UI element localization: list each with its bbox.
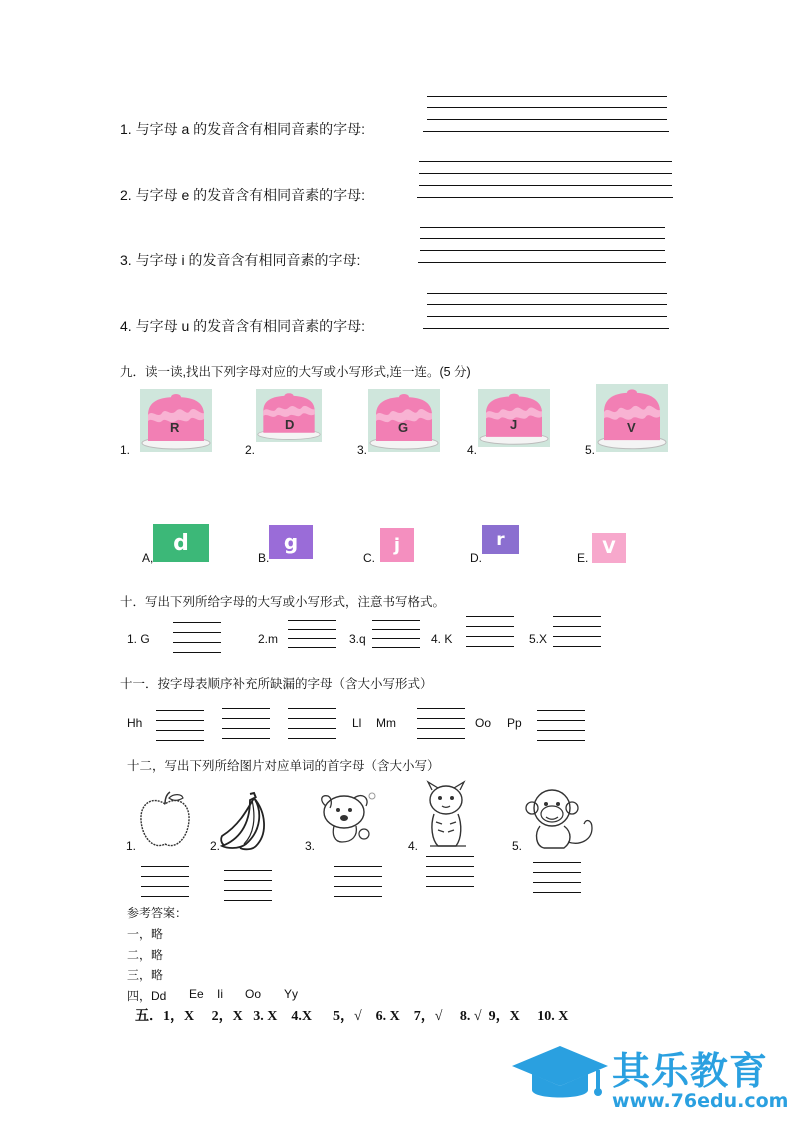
guide-line bbox=[426, 886, 474, 887]
guide-line bbox=[533, 892, 581, 893]
guide-line bbox=[173, 622, 221, 623]
tiger-icon bbox=[418, 780, 476, 852]
guide-line bbox=[288, 728, 336, 729]
answer-four-item: Ii bbox=[217, 987, 223, 1001]
cake-icon bbox=[256, 389, 322, 442]
answer-four-item: Ee bbox=[189, 987, 204, 1001]
guide-line bbox=[466, 636, 514, 637]
guide-line bbox=[426, 866, 474, 867]
guide-line bbox=[288, 620, 336, 621]
guide-line bbox=[423, 131, 669, 132]
guide-line bbox=[427, 107, 667, 108]
guide-line bbox=[173, 642, 221, 643]
dog-icon bbox=[318, 790, 380, 848]
guide-line bbox=[224, 890, 272, 891]
monkey-icon bbox=[524, 786, 598, 852]
answer-four-item: Yy bbox=[284, 987, 299, 1001]
card-label: D. bbox=[470, 551, 482, 565]
guide-line bbox=[419, 173, 672, 174]
banana-icon bbox=[216, 790, 274, 852]
guide-line bbox=[420, 227, 665, 228]
answer-four: 四，Dd bbox=[127, 989, 167, 1003]
guide-line bbox=[334, 866, 382, 867]
guide-line bbox=[288, 638, 336, 639]
cake-letter: J bbox=[510, 417, 518, 432]
letter-item: Oo bbox=[475, 716, 492, 730]
guide-line bbox=[173, 652, 221, 653]
letter-card: g bbox=[269, 525, 313, 559]
cake-letter: R bbox=[170, 420, 180, 435]
guide-line bbox=[417, 718, 465, 719]
cake-number: 5. bbox=[585, 443, 596, 457]
guide-line bbox=[537, 730, 585, 731]
section10-title: 十．写出下列所给字母的大写或小写形式，注意书写格式。 bbox=[120, 595, 446, 609]
cake-number: 3. bbox=[357, 443, 368, 457]
guide-line bbox=[423, 328, 669, 329]
brand-url: www.76edu.com bbox=[612, 1090, 789, 1112]
letter-card: r bbox=[482, 525, 519, 554]
answer-line: 二，略 bbox=[127, 948, 164, 962]
guide-line bbox=[224, 900, 272, 901]
guide-line bbox=[141, 896, 189, 897]
guide-line bbox=[222, 738, 270, 739]
guide-line bbox=[372, 629, 420, 630]
question-label: 4. 与字母 u 的发音含有相同音素的字母: bbox=[120, 318, 366, 334]
section11-title: 十一．按字母表顺序补充所缺漏的字母（含大小写形式） bbox=[120, 677, 433, 691]
picture-number: 1. bbox=[126, 839, 137, 853]
guide-line bbox=[173, 632, 221, 633]
letter-card: d bbox=[153, 524, 209, 562]
guide-line bbox=[537, 720, 585, 721]
guide-line bbox=[466, 646, 514, 647]
brand-name: 其乐教育 bbox=[612, 1049, 769, 1093]
guide-line bbox=[533, 872, 581, 873]
letter-item: Mm bbox=[376, 716, 396, 730]
guide-line bbox=[156, 730, 204, 731]
guide-line bbox=[537, 740, 585, 741]
guide-line bbox=[420, 250, 665, 251]
guide-line bbox=[553, 636, 601, 637]
guide-line bbox=[224, 880, 272, 881]
guide-line bbox=[553, 646, 601, 647]
letter-item: 2.m bbox=[258, 632, 279, 646]
section12-title: 十二，写出下列所给图片对应单词的首字母（含大小写） bbox=[127, 759, 440, 773]
guide-line bbox=[417, 708, 465, 709]
guide-line bbox=[427, 293, 667, 294]
guide-line bbox=[141, 866, 189, 867]
picture-number: 3. bbox=[305, 839, 316, 853]
card-label: A, bbox=[142, 551, 154, 565]
guide-line bbox=[222, 728, 270, 729]
picture-number: 4. bbox=[408, 839, 419, 853]
answer-line: 一，略 bbox=[127, 927, 164, 941]
guide-line bbox=[427, 316, 667, 317]
guide-line bbox=[288, 738, 336, 739]
answer-five: 五．1，X 2，X 3. X 4.X 5，√ 6. X 7，√ 8. √ 9，X 10. X bbox=[135, 1009, 569, 1024]
guide-line bbox=[288, 647, 336, 648]
guide-line bbox=[426, 856, 474, 857]
letter-item: 5.X bbox=[529, 632, 548, 646]
picture-number: 5. bbox=[512, 839, 523, 853]
guide-line bbox=[156, 740, 204, 741]
guide-line bbox=[417, 197, 673, 198]
letter-card: j bbox=[380, 528, 414, 562]
guide-line bbox=[466, 626, 514, 627]
guide-line bbox=[288, 708, 336, 709]
cake-number: 4. bbox=[467, 443, 478, 457]
guide-line bbox=[334, 876, 382, 877]
cake-letter: G bbox=[398, 420, 409, 435]
guide-line bbox=[537, 710, 585, 711]
question-label: 2. 与字母 e 的发音含有相同音素的字母: bbox=[120, 187, 366, 203]
guide-line bbox=[427, 96, 667, 97]
card-label: E. bbox=[577, 551, 589, 565]
answer-line: 三，略 bbox=[127, 968, 164, 982]
guide-line bbox=[533, 862, 581, 863]
guide-line bbox=[372, 620, 420, 621]
card-label: C. bbox=[363, 551, 375, 565]
guide-line bbox=[419, 185, 672, 186]
section9-title: 九．读一读,找出下列字母对应的大写或小写形式,连一连。(5 分) bbox=[120, 365, 471, 379]
letter-item: 1. G bbox=[127, 632, 150, 646]
cake-number: 2. bbox=[245, 443, 256, 457]
guide-line bbox=[418, 262, 666, 263]
guide-line bbox=[553, 626, 601, 627]
letter-item: 4. K bbox=[431, 632, 453, 646]
guide-line bbox=[222, 718, 270, 719]
letter-item: 3.q bbox=[349, 632, 366, 646]
question-label: 3. 与字母 i 的发音含有相同音素的字母: bbox=[120, 252, 361, 268]
guide-line bbox=[288, 718, 336, 719]
letter-item: Ll bbox=[352, 716, 362, 730]
graduation-cap-icon bbox=[510, 1044, 610, 1106]
guide-line bbox=[417, 728, 465, 729]
guide-line bbox=[288, 629, 336, 630]
guide-line bbox=[427, 304, 667, 305]
picture-number: 2. bbox=[210, 839, 221, 853]
guide-line bbox=[222, 708, 270, 709]
guide-line bbox=[372, 647, 420, 648]
letter-item: Hh bbox=[127, 716, 143, 730]
guide-line bbox=[141, 886, 189, 887]
cake-letter: D bbox=[285, 417, 295, 432]
guide-line bbox=[141, 876, 189, 877]
guide-line bbox=[334, 886, 382, 887]
guide-line bbox=[533, 882, 581, 883]
question-label: 1. 与字母 a 的发音含有相同音素的字母: bbox=[120, 121, 366, 137]
guide-line bbox=[419, 161, 672, 162]
letter-item: Pp bbox=[507, 716, 522, 730]
guide-line bbox=[417, 738, 465, 739]
guide-line bbox=[156, 720, 204, 721]
guide-line bbox=[426, 876, 474, 877]
cake-letter: V bbox=[627, 420, 636, 435]
answer-four-item: Oo bbox=[245, 987, 262, 1001]
guide-line bbox=[156, 710, 204, 711]
guide-line bbox=[334, 896, 382, 897]
card-label: B. bbox=[258, 551, 270, 565]
cake-number: 1. bbox=[120, 443, 131, 457]
letter-card: V bbox=[592, 533, 626, 563]
guide-line bbox=[466, 616, 514, 617]
guide-line bbox=[372, 638, 420, 639]
apple-icon bbox=[136, 790, 194, 852]
cake-icon bbox=[596, 384, 668, 452]
guide-line bbox=[427, 119, 667, 120]
answer-title: 参考答案： bbox=[127, 906, 188, 920]
guide-line bbox=[224, 870, 272, 871]
guide-line bbox=[420, 238, 665, 239]
guide-line bbox=[553, 616, 601, 617]
